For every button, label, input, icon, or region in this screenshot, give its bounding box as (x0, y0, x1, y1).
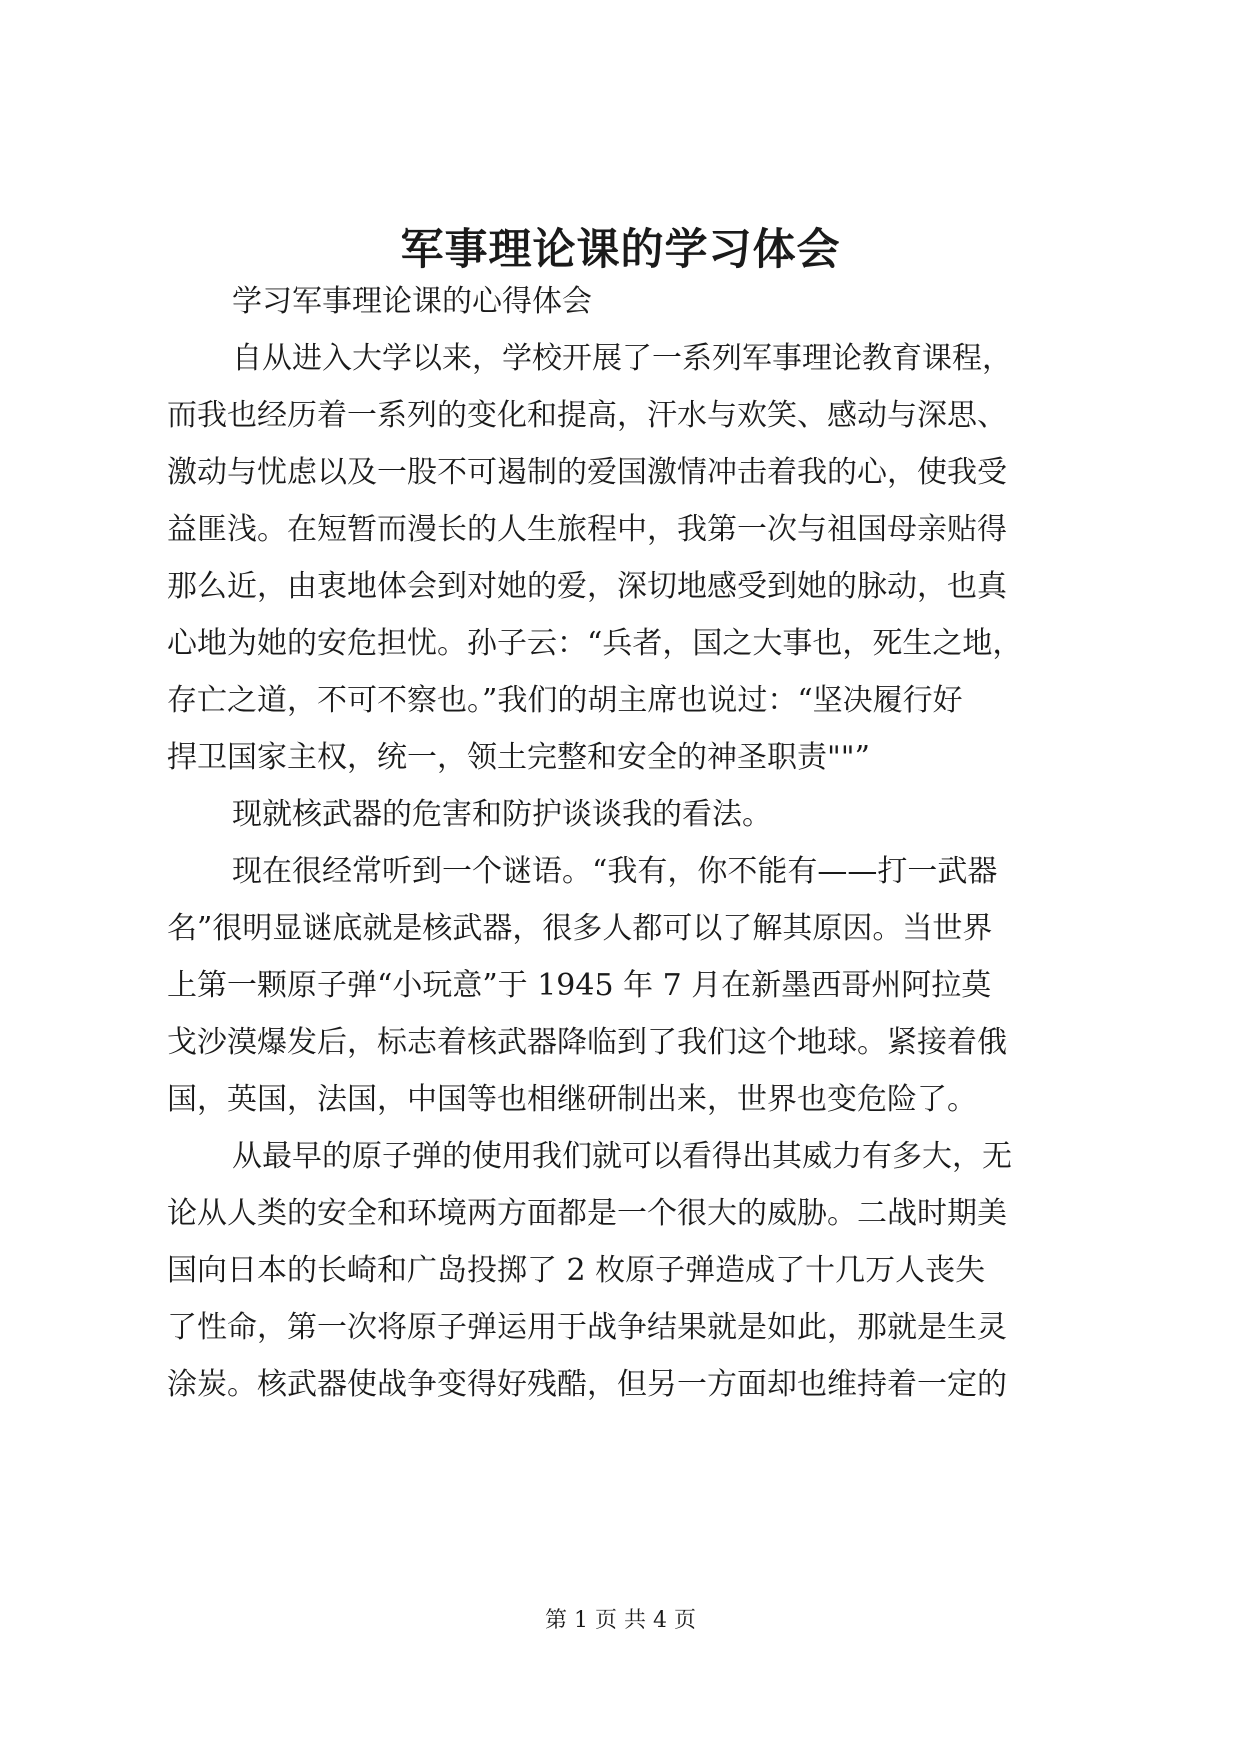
paragraph-1-line-3: 激动与忧虑以及一股不可遏制的爱国激情冲击着我的心，使我受 (167, 455, 1007, 490)
paragraph-4-line-5: 涂炭。核武器使战争变得好残酷，但另一方面却也维持着一定的 (167, 1367, 1007, 1402)
paragraph-1-line-4: 益匪浅。在短暂而漫长的人生旅程中，我第一次与祖国母亲贴得 (167, 512, 1007, 547)
paragraph-1-line-7: 存亡之道，不可不察也。”我们的胡主席也说过：“坚决履行好 (167, 683, 963, 718)
paragraph-1-line-8: 捍卫国家主权，统一，领土完整和安全的神圣职责""” (167, 740, 870, 775)
paragraph-1-line-2: 而我也经历着一系列的变化和提高，汗水与欢笑、感动与深思、 (167, 398, 1007, 433)
paragraph-3-line-1: 现在很经常听到一个谜语。“我有，你不能有——打一武器 (232, 854, 998, 889)
paragraph-3-line-4: 戈沙漠爆发后，标志着核武器降临到了我们这个地球。紧接着俄 (167, 1025, 1007, 1060)
paragraph-4-line-3: 国向日本的长崎和广岛投掷了 2 枚原子弹造成了十几万人丧失 (167, 1253, 986, 1288)
paragraph-4-line-2: 论从人类的安全和环境两方面都是一个很大的威胁。二战时期美 (167, 1196, 1007, 1231)
paragraph-3-line-2: 名”很明显谜底就是核武器，很多人都可以了解其原因。当世界 (167, 911, 993, 946)
paragraph-3-line-3: 上第一颗原子弹“小玩意”于 1945 年 7 月在新墨西哥州阿拉莫 (167, 968, 992, 1003)
paragraph-1-line-6: 心地为她的安危担忧。孙子云：“兵者，国之大事也，死生之地， (167, 626, 1023, 661)
paragraph-4-line-1: 从最早的原子弹的使用我们就可以看得出其威力有多大，无 (232, 1139, 1012, 1174)
subtitle-line: 学习军事理论课的心得体会 (232, 284, 592, 319)
page-number-footer: 第 1 页 共 4 页 (545, 1608, 696, 1633)
paragraph-1-line-5: 那么近，由衷地体会到对她的爱，深切地感受到她的脉动，也真 (167, 569, 1007, 604)
document-title: 军事理论课的学习体会 (400, 225, 841, 275)
paragraph-4-line-4: 了性命，第一次将原子弹运用于战争结果就是如此，那就是生灵 (167, 1310, 1007, 1345)
paragraph-1-line-1: 自从进入大学以来，学校开展了一系列军事理论教育课程， (232, 341, 1012, 376)
paragraph-2-line-1: 现就核武器的危害和防护谈谈我的看法。 (232, 797, 772, 832)
paragraph-3-line-5: 国，英国，法国，中国等也相继研制出来，世界也变危险了。 (167, 1082, 977, 1117)
